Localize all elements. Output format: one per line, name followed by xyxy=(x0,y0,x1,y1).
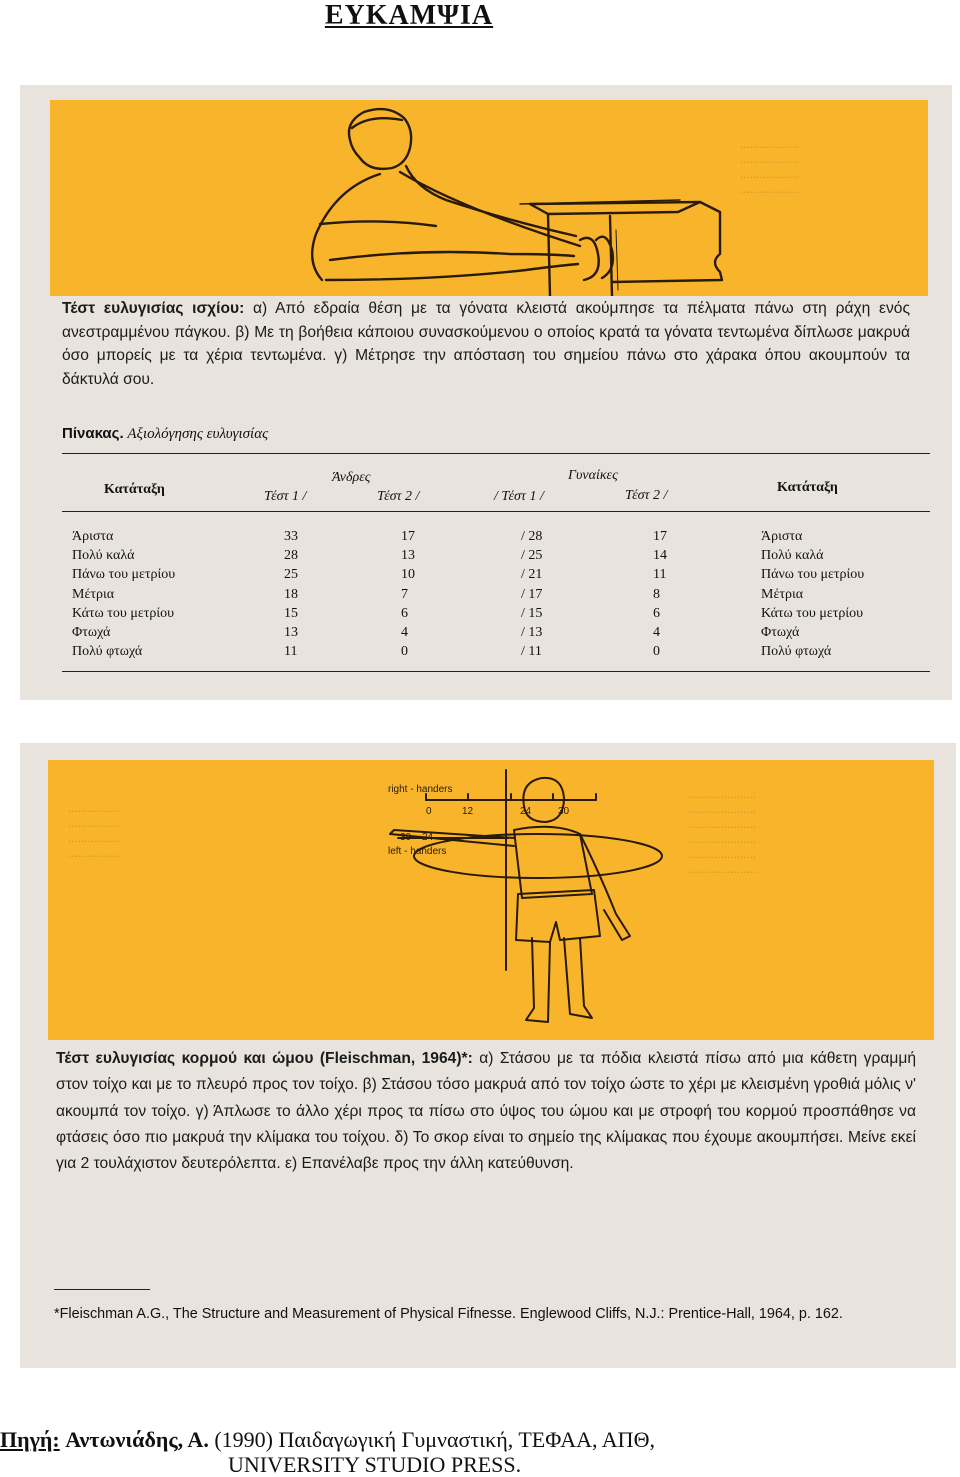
footnote: *Fleischman A.G., The Structure and Measurement of Physical Fifnesse. Englewood Cliffs, N.J.: Prentice-Hall, 1964, p. 162. xyxy=(54,1306,843,1322)
table-row xyxy=(72,623,902,642)
cell-women-test2: 4 xyxy=(653,625,660,641)
hip-test-text: α) Από εδραία θέση με τα γόνατα κλειστά ακούμπησε τα πέλματα πάνω στη ράχη ενός ανεστραμμένου πάγκου. β) Με τη βοήθεια κάποιου συνασκούμενου ο οποίος κρατά τα γόνατα τεντωμένα δίπλωσε μακρυά όσο μπορείς με τα χέρια τεντωμένα. γ) Μέτρησε την απόσταση του σημείου πάνω στο χάρακα όπου ακουμπούν τα δάκτυλά σου. xyxy=(62,300,910,388)
cell-rank-right: Άριστα xyxy=(761,528,803,544)
cell-rank: Μέτρια xyxy=(72,586,115,602)
trunk-shoulder-scan xyxy=(20,743,956,1368)
cell-women-test2: 6 xyxy=(653,605,660,621)
cell-women-test1: / 17 xyxy=(521,586,543,602)
trunk-test-description xyxy=(56,1046,916,1177)
table-rule-mid xyxy=(62,511,930,512)
flexibility-table xyxy=(72,527,902,662)
scale-right-label: right - handers xyxy=(388,784,453,795)
illustration-panel xyxy=(50,100,928,296)
cell-men-test2: 10 xyxy=(401,567,415,583)
cell-men-test2: 6 xyxy=(401,605,408,621)
table-row xyxy=(72,604,902,623)
cell-men-test1: 13 xyxy=(284,625,298,641)
source-publisher: UNIVERSITY STUDIO PRESS. xyxy=(228,1452,522,1477)
cell-women-test2: 0 xyxy=(653,644,660,660)
cell-men-test2: 0 xyxy=(401,644,408,660)
source-author: Αντωνιάδης, Α. xyxy=(65,1427,209,1452)
cell-men-test2: 4 xyxy=(401,625,408,641)
page-title: ΕΥΚΑΜΨΙΑ xyxy=(324,0,494,31)
header-men-test2: Τέστ 2 / xyxy=(377,489,420,504)
trunk-test-text: α) Στάσου με τα πόδια κλειστά πίσω από μια κάθετη γραμμή στον τοίχο και με το πλευρό προς τον τοίχο. β) Στάσου τόσο μακρυά από τον τοίχο ώστε το χέρι με κλεισμένη γροθιά μόλις ν' ακουμπά τον τοίχο. γ) Άπλωσε το άλλο χέρι προς τα πίσω στο ύψος του ώμου και με στροφή του κορμού προσπάθησε να φτάσεις όσο πιο μακρυά την κλίμακα του τοίχου. δ) Το σκορ είναι το σημείο της κλίμακας που έχουμε ακουμπήσει. Μείνε εκεί για 2 τουλάχιστον δευτερόλεπτα. ε) Επανέλαβε προς την άλλη κατεύθυνση. xyxy=(56,1050,916,1173)
source-citation xyxy=(0,1427,960,1477)
scale-top-tick: 12 xyxy=(462,806,474,817)
cell-men-test1: 11 xyxy=(284,644,298,660)
scale-top-tick: 0 xyxy=(426,806,432,817)
cell-men-test1: 25 xyxy=(284,567,298,583)
header-men-test1: Τέστ 1 / xyxy=(264,489,307,504)
bleed-through-text: ................ ................ ................ ................ xyxy=(68,800,120,860)
cell-rank-right: Μέτρια xyxy=(761,586,804,602)
cell-rank-right: Κάτω του μετρίου xyxy=(761,605,864,621)
cell-rank: Πολύ φτωχά xyxy=(72,644,143,660)
cell-rank: Φτωχά xyxy=(72,625,111,641)
source-label: Πηγή: xyxy=(0,1427,60,1452)
cell-rank: Πολύ καλά xyxy=(72,547,135,563)
table-rule-bottom xyxy=(62,671,930,672)
table-label: Πίνακας. xyxy=(62,425,124,442)
header-women: Γυναίκες xyxy=(568,468,618,483)
scale-bottom-tick: 30 xyxy=(400,832,412,843)
table-row xyxy=(72,566,902,585)
table-row xyxy=(72,546,902,565)
trunk-test-title: Τέστ ευλυγισίας κορμού και ώμου (Fleischman, 1964)*: xyxy=(56,1050,473,1067)
cell-rank: Κάτω του μετρίου xyxy=(72,605,175,621)
cell-men-test1: 33 xyxy=(284,528,298,544)
scale-bottom-tick: 24 xyxy=(422,832,434,843)
cell-women-test1: / 11 xyxy=(521,644,542,660)
cell-women-test1: / 25 xyxy=(521,547,543,563)
source-citation-text: (1990) Παιδαγωγική Γυμναστική, ΤΕΦΑΑ, ΑΠΘ, xyxy=(214,1427,655,1452)
hip-flexibility-scan xyxy=(20,85,952,700)
hip-test-title: Τέστ ευλυγισίας ισχίου: xyxy=(62,300,245,317)
header-women-test1: / Τέστ 1 / xyxy=(494,489,544,504)
table-row xyxy=(72,585,902,604)
cell-men-test2: 7 xyxy=(401,586,408,602)
cell-women-test2: 17 xyxy=(653,528,667,544)
cell-men-test2: 17 xyxy=(401,528,415,544)
cell-women-test1: / 15 xyxy=(521,605,543,621)
cell-men-test2: 13 xyxy=(401,547,415,563)
table-row xyxy=(72,527,902,546)
bleed-through-text: .................. .................. .................. .................. xyxy=(740,136,799,196)
table-row xyxy=(72,643,902,662)
scale-left-label: left - handers xyxy=(388,846,447,857)
footnote-rule xyxy=(54,1289,150,1290)
header-rank-left: Κατάταξη xyxy=(104,482,165,497)
table-rule-top xyxy=(62,453,930,454)
cell-women-test2: 14 xyxy=(653,547,667,563)
cell-women-test1: / 28 xyxy=(521,528,543,544)
cell-men-test1: 15 xyxy=(284,605,298,621)
scale-top-tick: 30 xyxy=(558,806,570,817)
illustration-panel-2 xyxy=(48,760,934,1040)
cell-women-test1: / 13 xyxy=(521,625,543,641)
cell-women-test2: 11 xyxy=(653,567,667,583)
cell-rank-right: Φτωχά xyxy=(761,625,800,641)
header-women-test2: Τέστ 2 / xyxy=(625,488,668,503)
cell-rank-right: Πολύ φτωχά xyxy=(761,644,832,660)
cell-women-test1: / 21 xyxy=(521,567,543,583)
cell-women-test2: 8 xyxy=(653,586,660,602)
cell-rank: Άριστα xyxy=(72,528,114,544)
bleed-through-text: ..................... ..................... ..................... ..................... ..................... ..................... xyxy=(688,786,757,876)
cell-rank: Πάνω του μετρίου xyxy=(72,567,176,583)
cell-men-test1: 18 xyxy=(284,586,298,602)
hip-test-description xyxy=(62,297,910,391)
cell-men-test1: 28 xyxy=(284,547,298,563)
table-subtitle: Αξιολόγησης ευλυγισίας xyxy=(127,426,269,442)
sit-and-reach-illustration xyxy=(50,100,928,296)
header-men: Άνδρες xyxy=(332,470,371,485)
cell-rank-right: Πάνω του μετρίου xyxy=(761,567,865,583)
header-rank-right: Κατάταξη xyxy=(777,480,838,495)
table-title xyxy=(62,425,268,443)
scale-top-tick: 24 xyxy=(520,806,532,817)
cell-rank-right: Πολύ καλά xyxy=(761,547,824,563)
